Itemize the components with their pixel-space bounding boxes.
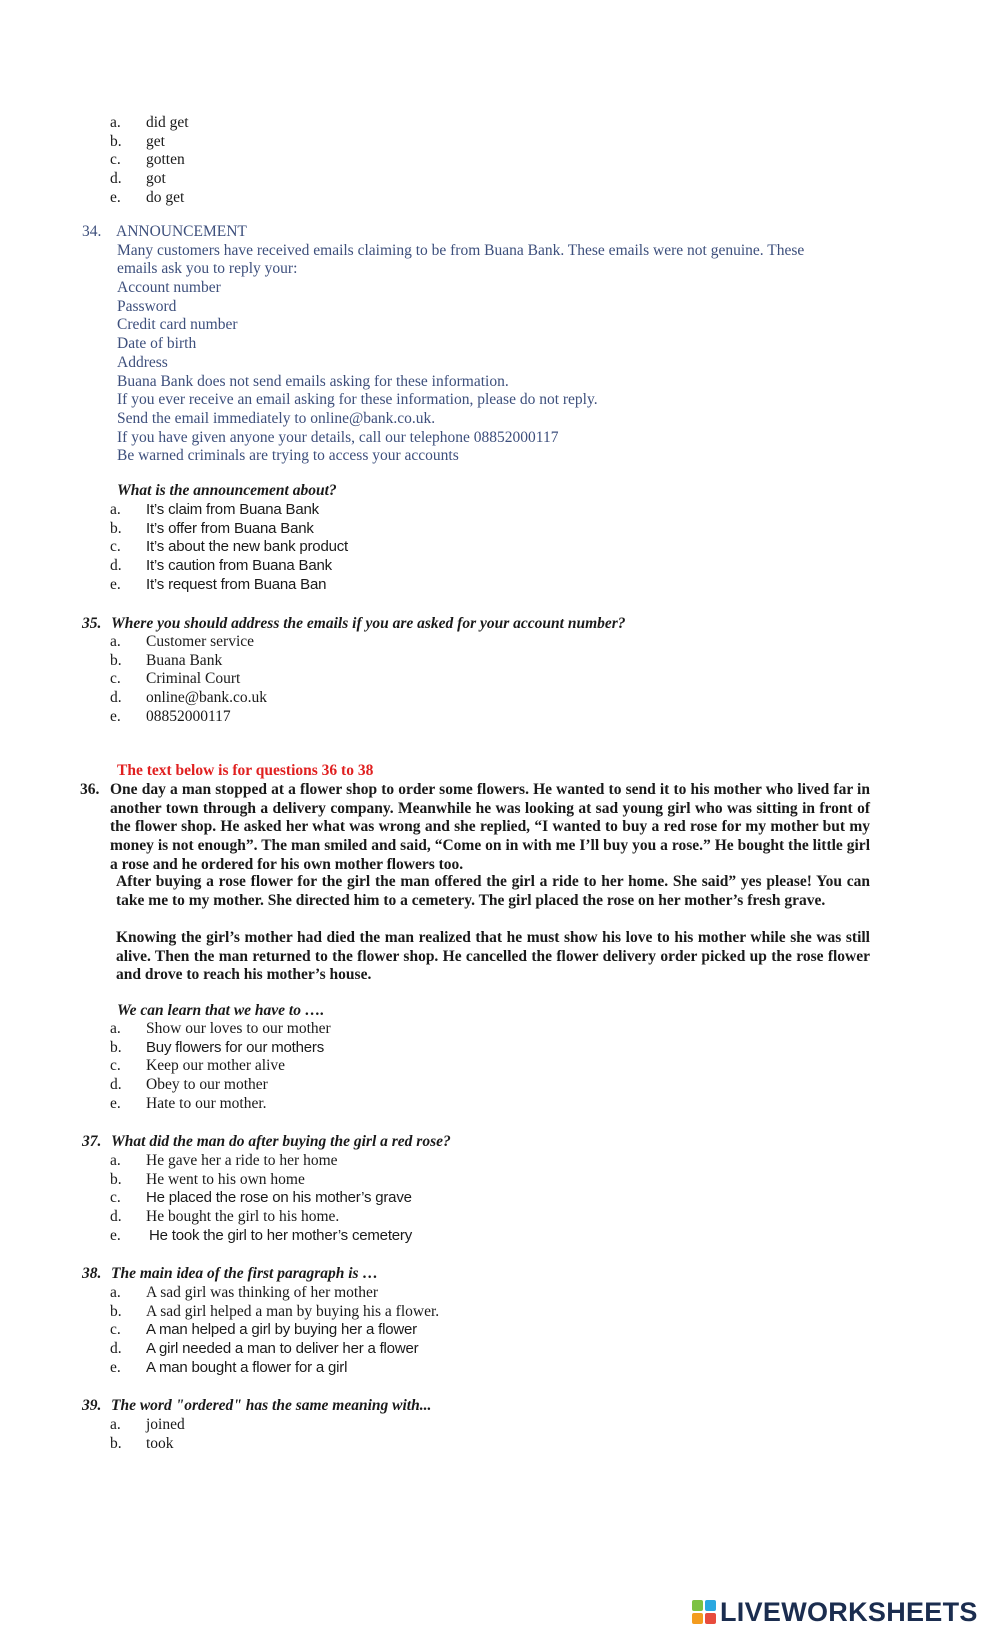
announcement-body [117, 242, 857, 466]
q37-option-a[interactable]: a. He gave her a ride to her home [110, 1152, 338, 1169]
announcement-line: emails ask you to reply your: [117, 260, 298, 278]
q34-option-b[interactable]: b. It’s offer from Buana Bank [110, 519, 314, 537]
q34-options [0, 501, 1000, 594]
q37-options [0, 1152, 1000, 1245]
q34-option-c[interactable]: c. It’s about the new bank product [110, 538, 348, 556]
logo-square-red [705, 1613, 716, 1624]
announcement-line: Date of birth [117, 335, 197, 353]
reading-instruction: The text below is for questions 36 to 38 [117, 762, 374, 779]
q35-question [0, 615, 1000, 634]
q36-options [0, 1020, 1000, 1113]
q37-number: 37. [82, 1133, 102, 1150]
announcement-line: Password [117, 297, 177, 315]
announcement-line: Credit card number [117, 316, 238, 334]
logo-wordmark: LIVEWORKSHEETS [720, 1596, 978, 1627]
liveworksheets-mark-icon [692, 1600, 716, 1624]
q33-option-b[interactable]: b. get [110, 132, 165, 150]
q38-option-e[interactable]: e. A man bought a flower for a girl [110, 1358, 348, 1376]
q39-option-b[interactable]: b. took [110, 1434, 174, 1452]
q36-option-e[interactable]: e. Hate to our mother. [110, 1094, 267, 1112]
q39-option-a[interactable]: a. joined [110, 1416, 185, 1433]
q36-option-b[interactable]: b. Buy flowers for our mothers [110, 1038, 324, 1056]
announcement-line: Address [117, 353, 168, 371]
q34-number: 34. [82, 223, 102, 240]
q37-option-d[interactable]: d. He bought the girl to his home. [110, 1208, 340, 1226]
q36-number: 36. [80, 781, 100, 798]
story-paragraph-3: Knowing the girl’s mother had died the man realized that he must show his love to his mother while she was still alive. Then the man returned to the flower shop. He cancelled the flower delivery order picked up the rose flower and drove to reach his mother’s house. [116, 929, 870, 984]
q33-option-a[interactable]: a. did get [110, 114, 189, 131]
q38-option-b[interactable]: b. A sad girl helped a man by buying his a flower. [110, 1302, 440, 1320]
q33-option-c[interactable]: c. gotten [110, 151, 185, 169]
q34-announcement [0, 223, 1000, 463]
story-paragraph-2: After buying a rose flower for the girl the man offered the girl a ride to her home. She said” yes please! You can take me to my mother. She directed him to a cemetery. The girl placed the rose on her mother’s fresh grave. [116, 873, 870, 909]
q34-option-d[interactable]: d. It’s caution from Buana Bank [110, 557, 332, 575]
q35-option-e[interactable]: e. 08852000117 [110, 707, 231, 725]
liveworksheets-logo[interactable] [692, 1597, 978, 1627]
q37-option-b[interactable]: b. He went to his own home [110, 1170, 305, 1188]
q35-option-b[interactable]: b. Buana Bank [110, 651, 223, 669]
q38-option-d[interactable]: d. A girl needed a man to deliver her a flower [110, 1340, 419, 1358]
announcement-line: Be warned criminals are trying to access your accounts [117, 447, 459, 465]
q36-option-d[interactable]: d. Obey to our mother [110, 1076, 268, 1094]
q35-option-d[interactable]: d. online@bank.co.uk [110, 689, 268, 707]
q39-options [0, 1416, 1000, 1453]
q39-number: 39. [82, 1397, 102, 1414]
q38-option-c[interactable]: c. A man helped a girl by buying her a flower [110, 1321, 417, 1339]
q34-question: What is the announcement about? [117, 482, 337, 499]
q36-option-c[interactable]: c. Keep our mother alive [110, 1057, 286, 1075]
logo-square-blue [705, 1600, 716, 1611]
announcement-line: Send the email immediately to online@bank.co.uk. [117, 409, 436, 427]
q35-options [0, 633, 1000, 726]
q36-option-a[interactable]: a. Show our loves to our mother [110, 1020, 331, 1037]
q36-question: We can learn that we have to …. [117, 1002, 325, 1019]
q38-text: The main idea of the first paragraph is … [111, 1265, 378, 1282]
logo-square-orange [692, 1613, 703, 1624]
announcement-line: If you have given anyone your details, call our telephone 08852000117 [117, 428, 559, 446]
logo-square-green [692, 1600, 703, 1611]
announcement-line: Many customers have received emails claiming to be from Buana Bank. These emails were not genuine. These [117, 241, 805, 259]
q35-option-a[interactable]: a. Customer service [110, 633, 255, 650]
q33-option-e[interactable]: e. do get [110, 188, 185, 206]
q35-text: Where you should address the emails if you are asked for your account number? [111, 615, 626, 632]
q34-option-a[interactable]: a. It’s claim from Buana Bank [110, 501, 319, 518]
q37-option-e[interactable]: e. He took the girl to her mother’s cemetery [110, 1226, 413, 1244]
q33-option-d[interactable]: d. got [110, 170, 166, 188]
q39-question [0, 1397, 1000, 1416]
q35-number: 35. [82, 615, 102, 632]
q37-text: What did the man do after buying the girl a red rose? [111, 1133, 451, 1150]
announcement-heading: ANNOUNCEMENT [116, 223, 247, 240]
q38-number: 38. [82, 1265, 102, 1282]
q38-options [0, 1284, 1000, 1377]
announcement-line: If you ever receive an email asking for these information, please do not reply. [117, 391, 598, 409]
story-paragraph-1: 36. One day a man stopped at a flower shop to order some flowers. He wanted to send it to his mother who lived far in another town through a delivery company. Meanwhile he was looking at sad young girl who was sitting in front of the flower shop. He asked her what was wrong and she replied, “I wanted to buy a red rose for my mother but my money is not enough”. The man smiled and said, “Come on in with me I’ll buy you a rose.” He bought the little girl a rose and he ordered for his own mother flowers too. [80, 781, 870, 873]
q38-question [0, 1265, 1000, 1284]
q33-options [0, 114, 1000, 207]
q38-option-a[interactable]: a. A sad girl was thinking of her mother [110, 1284, 379, 1301]
announcement-line: Account number [117, 279, 221, 297]
announcement-line: Buana Bank does not send emails asking for these information. [117, 372, 509, 390]
q34-option-e[interactable]: e. It’s request from Buana Ban [110, 575, 327, 593]
q37-option-c[interactable]: c. He placed the rose on his mother’s grave [110, 1189, 412, 1207]
q37-question [0, 1133, 1000, 1152]
q35-option-c[interactable]: c. Criminal Court [110, 670, 241, 688]
q39-text: The word "ordered" has the same meaning with... [111, 1397, 432, 1414]
